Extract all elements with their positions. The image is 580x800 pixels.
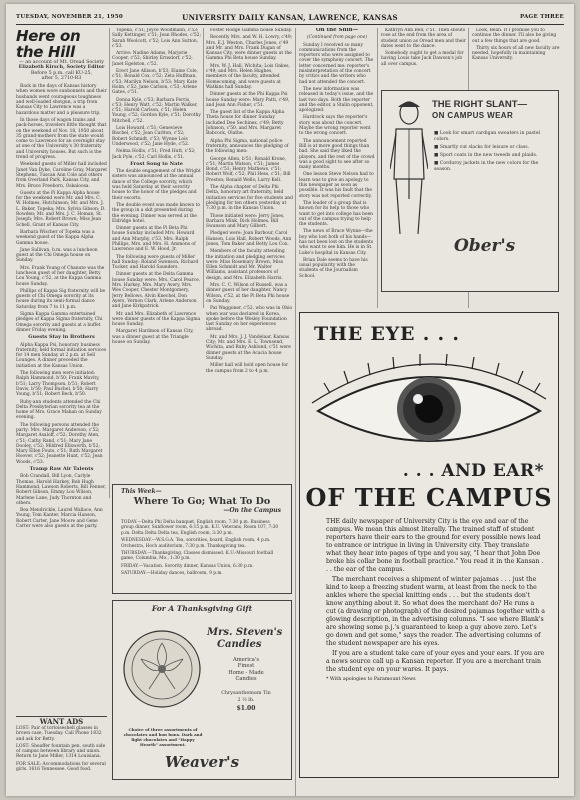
calendar-day: THURSDAY.—Thanksgiving. Classes dismissed. K.U.-Missouri football game, Columbia, Mo., 1:30 p.m. xyxy=(121,551,274,562)
eye-ad-headline: THE EYE . . . xyxy=(314,323,460,345)
society-paragraph: Pledged were: Joan Barbour, Carol Hanson, Lois Hall, Robert Woods, Ann Jones, Tom Baker and Betty Lou Cox. xyxy=(206,231,292,247)
candy-brand-name: Mrs. Steven's xyxy=(207,627,283,638)
society-paragraph: Dinner guests at the Pi Beta Phi house Sunday included Mrs. Howard and Ann Murphy, c'53, Mrs. Ralph Phillips, Mrs. and Mrs. H. Ammons of Lawrence and E. W. Hood, Jr. xyxy=(112,226,196,253)
want-ad: FOR SALE: Accommodations for several girls. 1616 Tennessee. Good food. xyxy=(16,761,106,773)
society-paragraph: Alpha Kappa Psi, honorary business fraternity, held formal initiation services for 14 men Sunday at 2 p.m. at Sell Lounges. A dinner preceded the initiation at the Kansas Union. xyxy=(16,342,107,369)
society-paragraph: Foster Hodge Gamma house Sunday. xyxy=(210,28,293,33)
society-paragraph: Jane Sullivan, b.m. was a luncheon guest at the Chi Omega house on Sunday. xyxy=(16,247,98,264)
society-paragraph: Dinner guests at the Phi Kappa Psi house Sunday were: Mary Patti, c'49, and Jean Ann Fisher, c'51. xyxy=(206,92,290,108)
eye-ad-footnote: * With apologies to Paramount News xyxy=(326,677,416,682)
candy-slogan: America's Finest Home - Made Candies xyxy=(228,657,264,683)
society-column-2 xyxy=(112,28,201,483)
society-paragraph: Alpha Phi Sigma, national police fraternity, announces the pledging of the following men: xyxy=(206,138,289,155)
candy-weight: 2 ½ lb. xyxy=(237,698,255,703)
column-paragraph: The news of Bruce Wynne—the boy who lost both of his hands—has not been lost on the students who want to see him. He is in St. Luke's hospital in Kansas City. xyxy=(299,229,373,256)
society-paragraph: The double engagement of the Wright sisters was announced at the annual dance of the College sorority, which was held Saturday at their sorority house to the honor of the pledges and their escorts. xyxy=(112,169,201,201)
want-ad: LOST: Pair of tortoiseshell glasses in brown case, Tuesday. Call Phone 1832 and ask for Betty. xyxy=(16,726,102,742)
society-paragraph: Sigma Kappa Gamma entertained pledges of Kappa Sigma fraternity, Chi Omega sorority and guests at a buffet dinner Friday evening. xyxy=(16,312,103,333)
society-paragraph: Members of the faculty attending the initiation and pledging services were: Miss Rosemary Brown, Miss Ellen Schmidt and Mr. Walter Williams, assistant professors of design, and Mrs. Elizabeth Harris. xyxy=(206,249,285,281)
calendar-listing xyxy=(121,520,283,579)
candy-brand-product: Candies xyxy=(217,639,262,650)
society-paragraph: Arrive: Nadine Adams, Marjorie Cooper, c'52; Shirley Ernsdorf, c'52; Janet Egelston, c'52. xyxy=(112,51,193,67)
header-paper-name: UNIVERSITY DAILY KANSAN, LAWRENCE, KANSAS xyxy=(182,13,398,22)
this-week-label: This Week— xyxy=(121,488,162,495)
newspaper-page xyxy=(6,4,574,796)
column-paragraph: The announcement reported Bill is at more good things than bad. She said they liked the players, and the rest of the crowd was a good sight to see after so many months. xyxy=(299,138,375,171)
society-subhead: Frost Song to Nate xyxy=(130,160,183,167)
obers-item: ■ Corduroy jackets in the new colors for the season. xyxy=(434,161,539,172)
calendar-day: TODAY.—Delta Phi Delta banquet, English room, 7:30 p.m. Business group dinner, Sunflower room, 6:15 p.m. K.U. Veterans, Room 107, 7:30 p.m. Delta Delta Delta tea, English room, 3:30 p.m. xyxy=(121,520,279,536)
this-week-calendar-box xyxy=(112,484,292,594)
society-paragraph: Recently Mrs. and W. H. Lowry, c'49; Mrs. E.J. Weston, Charles Jones, c'49 and Mr. and Mrs. Frank Dugan of Kansas City, were dinner guests at the Gamma Phi Beta house Sunday. xyxy=(206,35,293,62)
obers-headline: THE RIGHT SLANT— xyxy=(432,99,527,110)
eye-illustration xyxy=(308,353,550,458)
society-paragraph: The double event was made known to the group in a skit presented during the evening. Dinner was served at the Eldridge hotel. xyxy=(112,202,201,224)
eye-ad-paragraph: The merchant receives a shipment of winter pajamas . . . just the kind to keep a freezing student warm, at least from the neck to the ankles where the special knitting ends . . . but the students don't know anything about it. So what does the merchant do? He runs a cut (a drawing or photograph) of the desired pajamas together with a glowing description, in the advertising columns. "I see where Blank's are showing some p.j.'s guaranteed to keep a guy above zero. Let's go down and get some," says the reader. The advertising columns of the student newspaper are his eyes. xyxy=(326,576,545,647)
weavers-logo: Weaver's xyxy=(164,753,240,771)
society-paragraph: Phillips of Kappa Sig fraternity will be guests of Chi Omega sorority at its house during its semi-formal dance Saturday from 7 to 11 p.m. xyxy=(16,288,106,310)
society-paragraph: Bea Mendrickle, Laurel Wallace, Ann Young, Tom Kanter, Marcia Hanson, Robert Carter, Jane Moore and Gene Carter were also guests at the party. xyxy=(16,508,103,530)
candy-price: $1.00 xyxy=(236,705,256,712)
header-date: TUESDAY, NOVEMBER 21, 1950 xyxy=(16,14,124,20)
on-the-shin-heading: On the Shin— xyxy=(315,28,359,33)
society-paragraph: Mr. and Mrs. J. J. Vandelaar, Kansas City; Mr. and Mrs. E. L. Townsend, Wichita, and Ruby Ashlund, c'51 were dinner guests at the Acacia house Sunday. xyxy=(206,334,291,361)
society-phone-after: after 5, 2710-R3 xyxy=(41,75,82,81)
calendar-day: FRIDAY.—Vacation. Sorority dinner, Kansas Union, 6:30 p.m. xyxy=(121,563,254,569)
page-header xyxy=(16,12,564,24)
on-the-shin-column-2 xyxy=(381,28,466,86)
society-editor: Elizabeth Kirsch, Society Editor xyxy=(18,64,105,71)
calendar-day: SATURDAY.—Holiday dances, ballroom, 9 p.m. xyxy=(121,571,223,577)
society-paragraph: Bob Crandall, Bill Lyon, Carlyle Thomas, Harold Harkey, Bob Hugh Hammond, Lawson Roberts, Bill Fenner, Robert Gibson, Emmy Lou Wilson, Marlene Lane, Judy Thornton and others. xyxy=(16,474,107,506)
obers-item: ■ Smartly cut slacks for leisure or class. xyxy=(434,145,530,150)
obers-item: ■ Look for smart cardigan sweaters in pastel colors. xyxy=(434,131,541,142)
column-divider xyxy=(377,28,378,308)
candy-tin-illustration xyxy=(121,623,203,723)
column-divider xyxy=(109,28,110,498)
society-paragraph: Dinner guests at the Delta Gamma house Sunday were: Mrs. Carol Pearce, Mrs. Hurkey, Mrs. Mary Avery, Mrs. Wes Cooper, Chester Montgomery, Jerry Bellows, Alvin Knechel, Don Ayers, Vernon Clark, Arlene Anderson and Jane Kirkpatrick. xyxy=(112,272,201,310)
candy-ad-tagline: For A Thanksgiving Gift xyxy=(151,604,253,613)
on-the-shin-continued: (Continued from page one) xyxy=(306,35,368,41)
column-paragraph: Somebody ought to get a medal for having Louis take Jack Dawson's job all over campus. xyxy=(381,51,464,67)
society-paragraph: Donna Kyle, c'53; Barbara Ferris, c'53; Henry Watt, c'52; Martin Walker, c'51; Harold Carlson, c'51; Helen Young, c'52; Gordon Kyle, c'51; Dorothy Mitchell, c'52. xyxy=(112,97,201,124)
column-paragraph: Sunday I received so many communications from the reporters who were assigned to cover the symphony concert. The letter concerned me: reporter's misinterpretation of the concert by critics and the writers who had not attended the concert. xyxy=(299,42,374,85)
society-paragraph: Nelma Hollis, c'51; Fred Hutt, c'52; Jack Pyle, c'52; Carl Hollis, c'51. xyxy=(112,149,196,160)
society-paragraph: The following persons attended the party: Mrs. Margaret Anderson, c'52; Margaret Asaloff, c'52; Dorothy Aten, c'51; Cathy Rand, c'51; Mary Jane Dooley, c'52; Mildred Ellsworth, b'52; Mary Ellen Fouts, c'51; Ruth Margaret Hoover, c'52; Jeanette Hunt, c'52; Jean Woods, c'53. xyxy=(16,422,103,465)
society-paragraph: The Alpha chapter of Delta Phi Delta, honorary art fraternity, held initiation services for five students and pledging for ten others yesterday at 7:30 p.m. in the Kansas Union. xyxy=(206,185,293,212)
society-paragraph: In those days of wagon trains and pack-horses, travelers little thought that on the weekend of Nov. 18, 1950 about 35 grand-mothers from the state would come to Lawrence for an overnight stay at one of the University's 30 fraternity and University houses. But such is the trend of progress. xyxy=(16,117,107,161)
society-paragraph: Ruby-ann students attended the Chi Delta Presbyterian sorority tea at the home of Mrs. Grace Mahan on Sunday evening. xyxy=(16,399,102,421)
society-paragraph: Mrs. C. C. Wilson of Russell, was a dinner guest of her daughter, Nancy Wilson, c'52, at the Pi Beta Phi house on Sunday. xyxy=(206,283,290,304)
column-paragraph: Look, Bean. If I promise you to continue the dinner. I'll also be giving out a few things that are good. xyxy=(472,28,557,44)
society-paragraph: Weekend guests of Miller hall included Janet Van Dyke, Caroline Gray, Margaret Stephens, Tuscan Ann Cole and others from Overland Park, Kansas City, and Mrs. Bruce Freeborn, Oskaloosa. xyxy=(16,162,107,189)
eye-ad-subheadline: . . . AND EAR* xyxy=(402,461,544,481)
society-subhead: Tramp Raw Air Talents xyxy=(29,466,94,473)
society-paragraph: Back in the days of Kansas history when women wore sunbonnets and their husbands went courageous toughness and well-loaded shotgun, a trip from Kansas City to Lawrence was a hazardous matter and a pleasure trip. xyxy=(16,84,107,116)
society-paragraph: Mr. and Mrs. Elizabeth of Lawrence were dinner guests of the Kappa Sigma house Sunday. xyxy=(112,311,201,328)
society-paragraph: Lois Howard, c'51; Genevieve Bischel, c'52; Joan Carlton, c'52; Robert Schmidt, c'53; Wynne Lois Underwood, c'52; Jane Hyde, c'52. xyxy=(112,126,190,147)
society-paragraph: Erect Jane Allison, b'53; Elaine Cole, c'51; Ronald Cox, c'52; Zeta Huffman, c'53; Marilyn Nelson, b'53; Mary Kate Holm, c'52; Jane Carlson, c'53; Arlene Gates, c'51. xyxy=(112,69,198,96)
society-paragraph: George Allen, b'51; Ronald Krone, c'51; Martin Watson, c'51; James Bond, c'51; Henry Mathews, c'51; Robert Wolf, c'52; Phil Hess, c'51; Bill Preston; Ronald Wells; Larry Kell. xyxy=(206,156,291,183)
society-column-3 xyxy=(206,28,293,483)
society-masthead: Here on the Hill xyxy=(16,28,81,61)
column-divider xyxy=(203,28,204,308)
obers-item-list xyxy=(434,131,552,175)
eye-ad-paragraph: If you are a student take care of your eyes and your ears. If you are a news source call up a Kansan reporter. If you are a merchant train the student eye on your wares. It pays. xyxy=(326,650,545,673)
eye-ad-paragraph: THE daily newspaper of University City is the eye and ear of the campus. We mean this almost literally. The trained staff of student reporters have their ears to the ground for every possible news lead to entrance or intrigue in living in University city. They translate what they hear into pages of type and you say, "I hear that John Doe broke his collar bone in football practice." You read it in the Kansan . . . the ear of the campus. xyxy=(326,518,544,573)
society-column xyxy=(16,28,107,718)
header-rule xyxy=(16,24,564,25)
candy-caption: Choice of three assortments of chocolates and bon bons. Dark and light chocolates and "Happy Hearth" assortment. xyxy=(123,727,203,747)
column-paragraph: Kathryn Ann Bell, c'51. Then shouts rose at the end from the area of student union as Oread men and their dates went to the dance. xyxy=(381,28,466,49)
obers-item: ■ Sport coats in the new tweeds and plaids. xyxy=(434,153,538,158)
society-paragraph: The guest list of the Kappa Alpha Theta house for dinner Sunday included Dee Sechinez, c'49; Betty Johnson, c'50, and Mrs. Margaret Babcock, Olathe. xyxy=(206,110,285,137)
eye-and-ear-advertisement xyxy=(299,312,559,778)
society-paragraph: Margaret Hardmon of Kansas City, was a dinner guest at the Triangle house on Sunday. xyxy=(112,329,194,346)
obers-logo: Ober's xyxy=(454,236,516,256)
society-subhead: Guests Stay in Brothers xyxy=(28,334,95,341)
want-ads-section xyxy=(16,716,107,789)
society-paragraph: Pat Waggoner, c'52, who was in Ohio when war was declared in Korea, spoke before the Wesley Foundation last Sunday on her experiences abroad. xyxy=(206,306,293,333)
want-ads-title: WANT ADS xyxy=(39,717,84,726)
column-paragraph: The new information was released in today's issue, and the last two days. Both the reporter and the editor, a Stalin opponent, apologized. xyxy=(299,86,374,114)
society-paragraph: Mrs. W. J. Hall, Wichita; Lois Oakes, c'49; and Mrs. Helen Hughes, members of the faculty, attended Homecoming, and were guests at Watkins hall Sunday. xyxy=(206,63,290,90)
calendar-day: WEDNESDAY.—W.S.G.A. Tea, sororities, board, English room, 4 p.m. Orchestra, Hoch auditorium, 7:30 p.m. Thanksgiving tea. xyxy=(121,538,271,549)
this-week-heading: Where To Go; What To Do xyxy=(133,496,271,507)
candy-product-name: Chrysanthemum Tin xyxy=(221,691,271,696)
on-the-shin-column-3 xyxy=(472,28,560,86)
society-paragraph: The following men were initiated: Ralph Hammond, b'50; Frank Mavity, b'51; Larry Thompson, b'51; Robert Davis, b'50; Paul Buchel, b'50; Harry Young, b'51; Robert Beck, b'50. xyxy=(16,371,100,398)
column-paragraph: The leader of a group that is known for its help to those who want to get into college has been out of the campus trying to help the students. xyxy=(299,200,374,228)
society-paragraph: Guests at the Pi Kappa Alpha house for the weekend were Mr. and Mrs. C. W. Holmes, Hutchinson; Mr. and Mrs. J. L. Baker, Topeka; Mrs. Sylvia Gibson; D. Rowden; Mr. and Mrs. J. C. Homan, St. Joseph; Mrs. Robert Brown; Miss Jean Schell, Grant of Kansas City. xyxy=(16,190,106,228)
society-paragraph: Those initiated were: Jerry Jones, Barbara Mink, Dick Holmes, Bill Swanson and Mary Gilbert. xyxy=(206,213,285,230)
column-paragraph: Thirty six hours of all new faculty are needed, hopefully in maintaining Kansas University. xyxy=(472,45,560,62)
society-phone-before: Before 5 p.m. call KU-25, xyxy=(30,70,93,76)
this-week-subheading: —On the Campus xyxy=(223,507,281,514)
header-page-number: PAGE THREE xyxy=(519,14,564,20)
on-the-shin-column xyxy=(299,28,375,308)
eye-ad-body xyxy=(326,518,546,684)
obers-subheadline: ON CAMPUS WEAR xyxy=(432,111,514,120)
want-ad: LOST: Sheaffer fountain pen, south side of campus between library and union. Return to Jane Miller, 1314 Louisiana. xyxy=(16,743,106,760)
society-paragraph: Mrs. Frank Young of Chanute was the luncheon guest of her daughter, Betty Lou Young, c'52, at the Kappa Gamma house Sunday. xyxy=(16,265,105,287)
society-paragraph: Topeka, c'51; Joyce Woodmann, c'53; Sally Kettinger, c'51; Jean Rhodes, c'52; Sarah Woolcott, c'52; Lois Ann Sutton, c'53. xyxy=(112,28,201,49)
candy-advertisement xyxy=(112,600,292,780)
column-paragraph: Hardrock says the reporter's story was about the concert. Maybe the wrong reporter went to the wrong concert. xyxy=(299,115,371,137)
society-paragraph: The following were guests of Miller hall Sunday: Roland Swenson, Richard Tucker, and Harold Saunders. xyxy=(112,254,199,271)
obers-advertisement xyxy=(381,90,559,292)
society-paragraph: Miller hall will hold open house for the campus from 2 to 4 p.m. xyxy=(206,363,289,374)
student-figure-illustration xyxy=(390,99,428,239)
column-paragraph: Brian Dale seems to have his usual popularity with the students of the Journalism School. xyxy=(299,257,368,279)
eye-ad-title: OF THE CAMPUS xyxy=(305,483,553,512)
column-paragraph: One lesson Steve Nelson had to learn was to give an apology to this newspaper as soon as possible. It was his fault that the story was not reported correctly. xyxy=(299,172,374,199)
society-subtitle: — an account of Mt. Oread Society xyxy=(18,60,105,65)
column-divider xyxy=(295,28,296,796)
society-paragraph: Barbara Wischer of Topeka was a weekend guest of the Kappa Alpha Gamma house. xyxy=(16,229,95,246)
